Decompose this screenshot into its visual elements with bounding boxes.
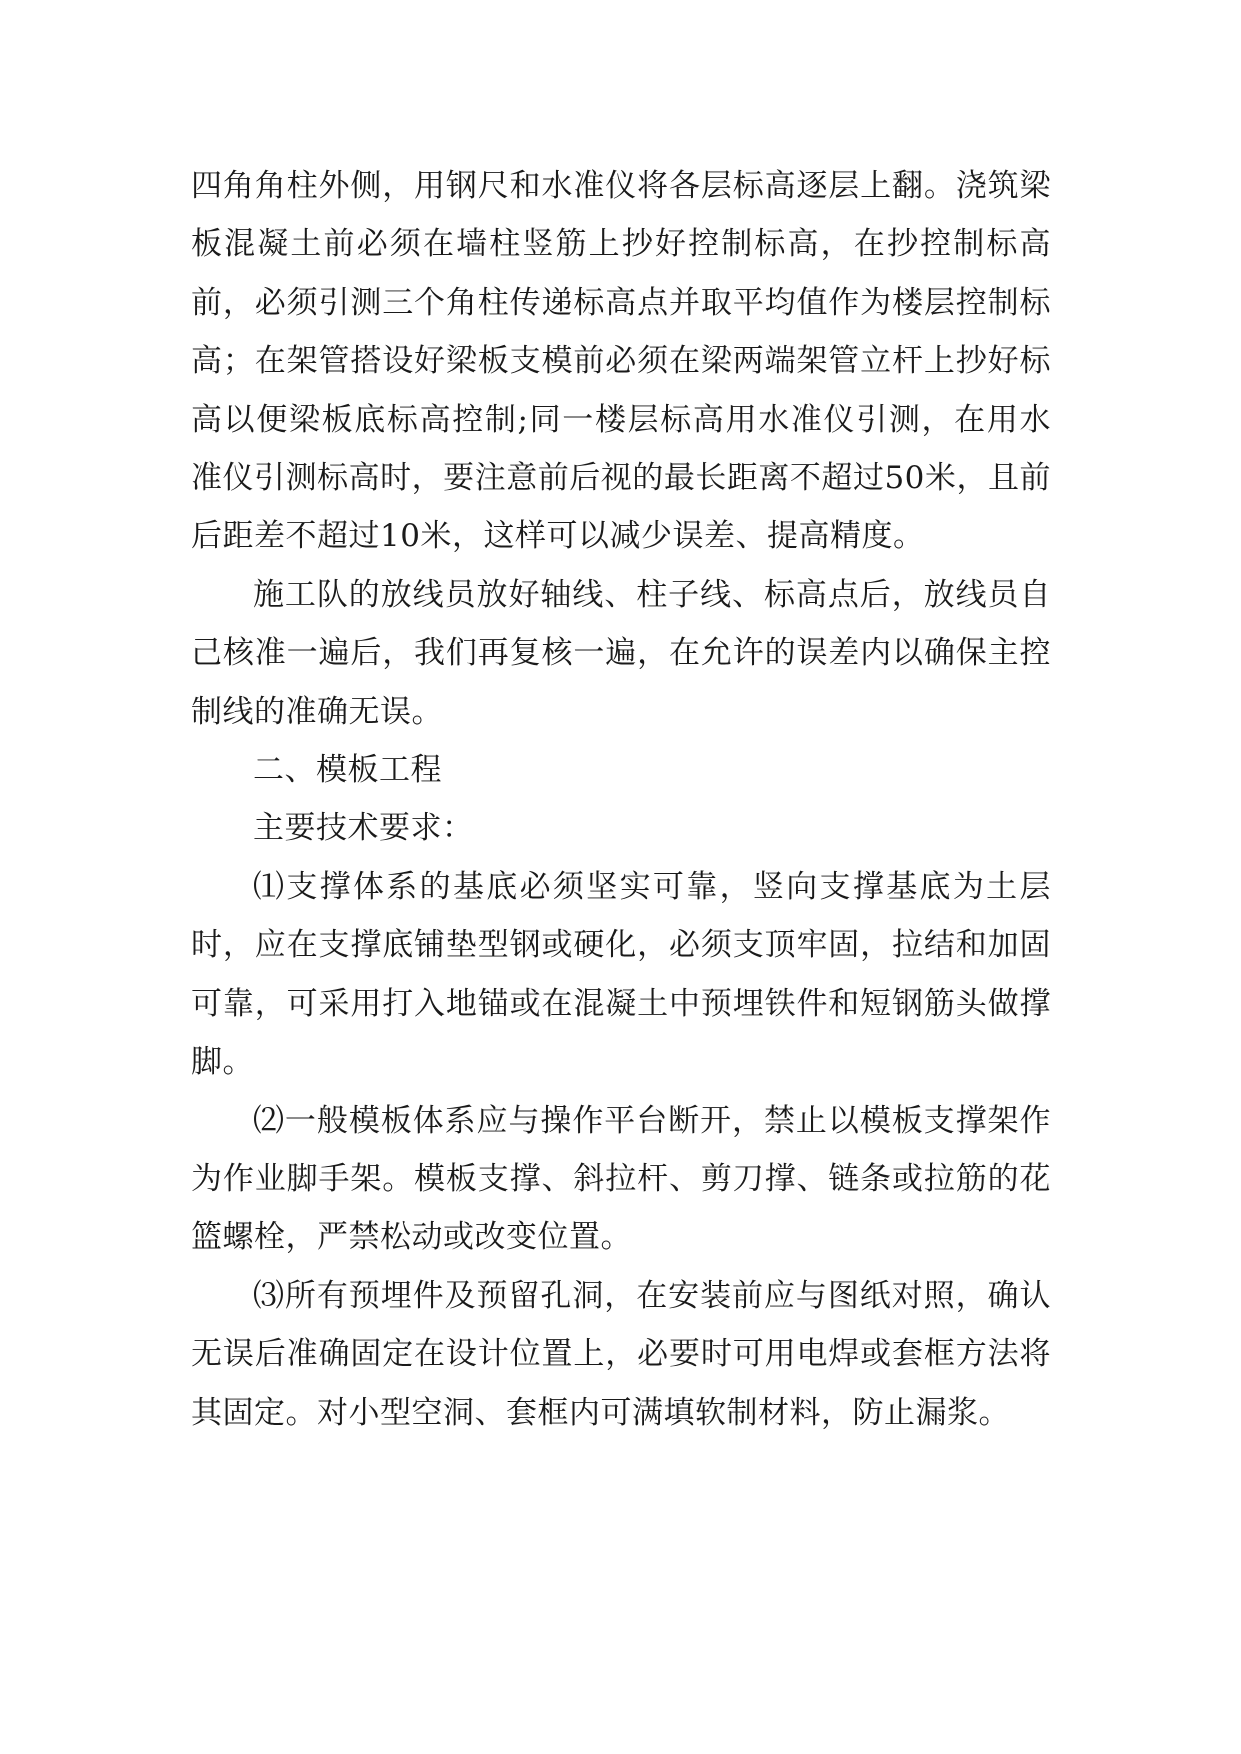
paragraph-layout-check: 施工队的放线员放好轴线、柱子线、标高点后，放线员自己核准一遍后，我们再复核一遍，在允许的误差内以确保主控制线的准确无误。	[191, 576, 1051, 730]
requirement-item-2: ⑵一般模板体系应与操作平台断开，禁止以模板支撑架作为作业脚手架。模板支撑、斜拉杆、剪刀撑、链条或拉筋的花篮螺栓，严禁松动或改变位置。	[191, 1102, 1051, 1256]
requirement-item-3: ⑶所有预埋件及预留孔洞，在安装前应与图纸对照，确认无误后准确固定在设计位置上，必要时可用电焊或套框方法将其固定。对小型空洞、套框内可满填软制材料，防止漏浆。	[191, 1277, 1051, 1431]
paragraph-elevation-control: 四角角柱外侧，用钢尺和水准仪将各层标高逐层上翻。浇筑梁板混凝土前必须在墙柱竖筋上抄好控制标高，在抄控制标高前，必须引测三个角柱传递标高点并取平均值作为楼层控制标高；在架管搭设好梁板支模前必须在梁两端架管立杆上抄好标高以便梁板底标高控制;同一楼层标高用水准仪引测，在用水准仪引测标高时，要注意前后视的最长距离不超过50米，且前后距差不超过10米，这样可以减少误差、提高精度。	[191, 168, 1051, 555]
requirement-item-1: ⑴支撑体系的基底必须坚实可靠，竖向支撑基底为土层时，应在支撑底铺垫型钢或硬化，必须支顶牢固，拉结和加固可靠，可采用打入地锚或在混凝土中预埋铁件和短钢筋头做撑脚。	[191, 868, 1051, 1081]
document-body	[191, 157, 1051, 1442]
section-heading-formwork: 二、模板工程	[253, 752, 442, 789]
subheading-technical-requirements: 主要技术要求：	[253, 810, 474, 847]
